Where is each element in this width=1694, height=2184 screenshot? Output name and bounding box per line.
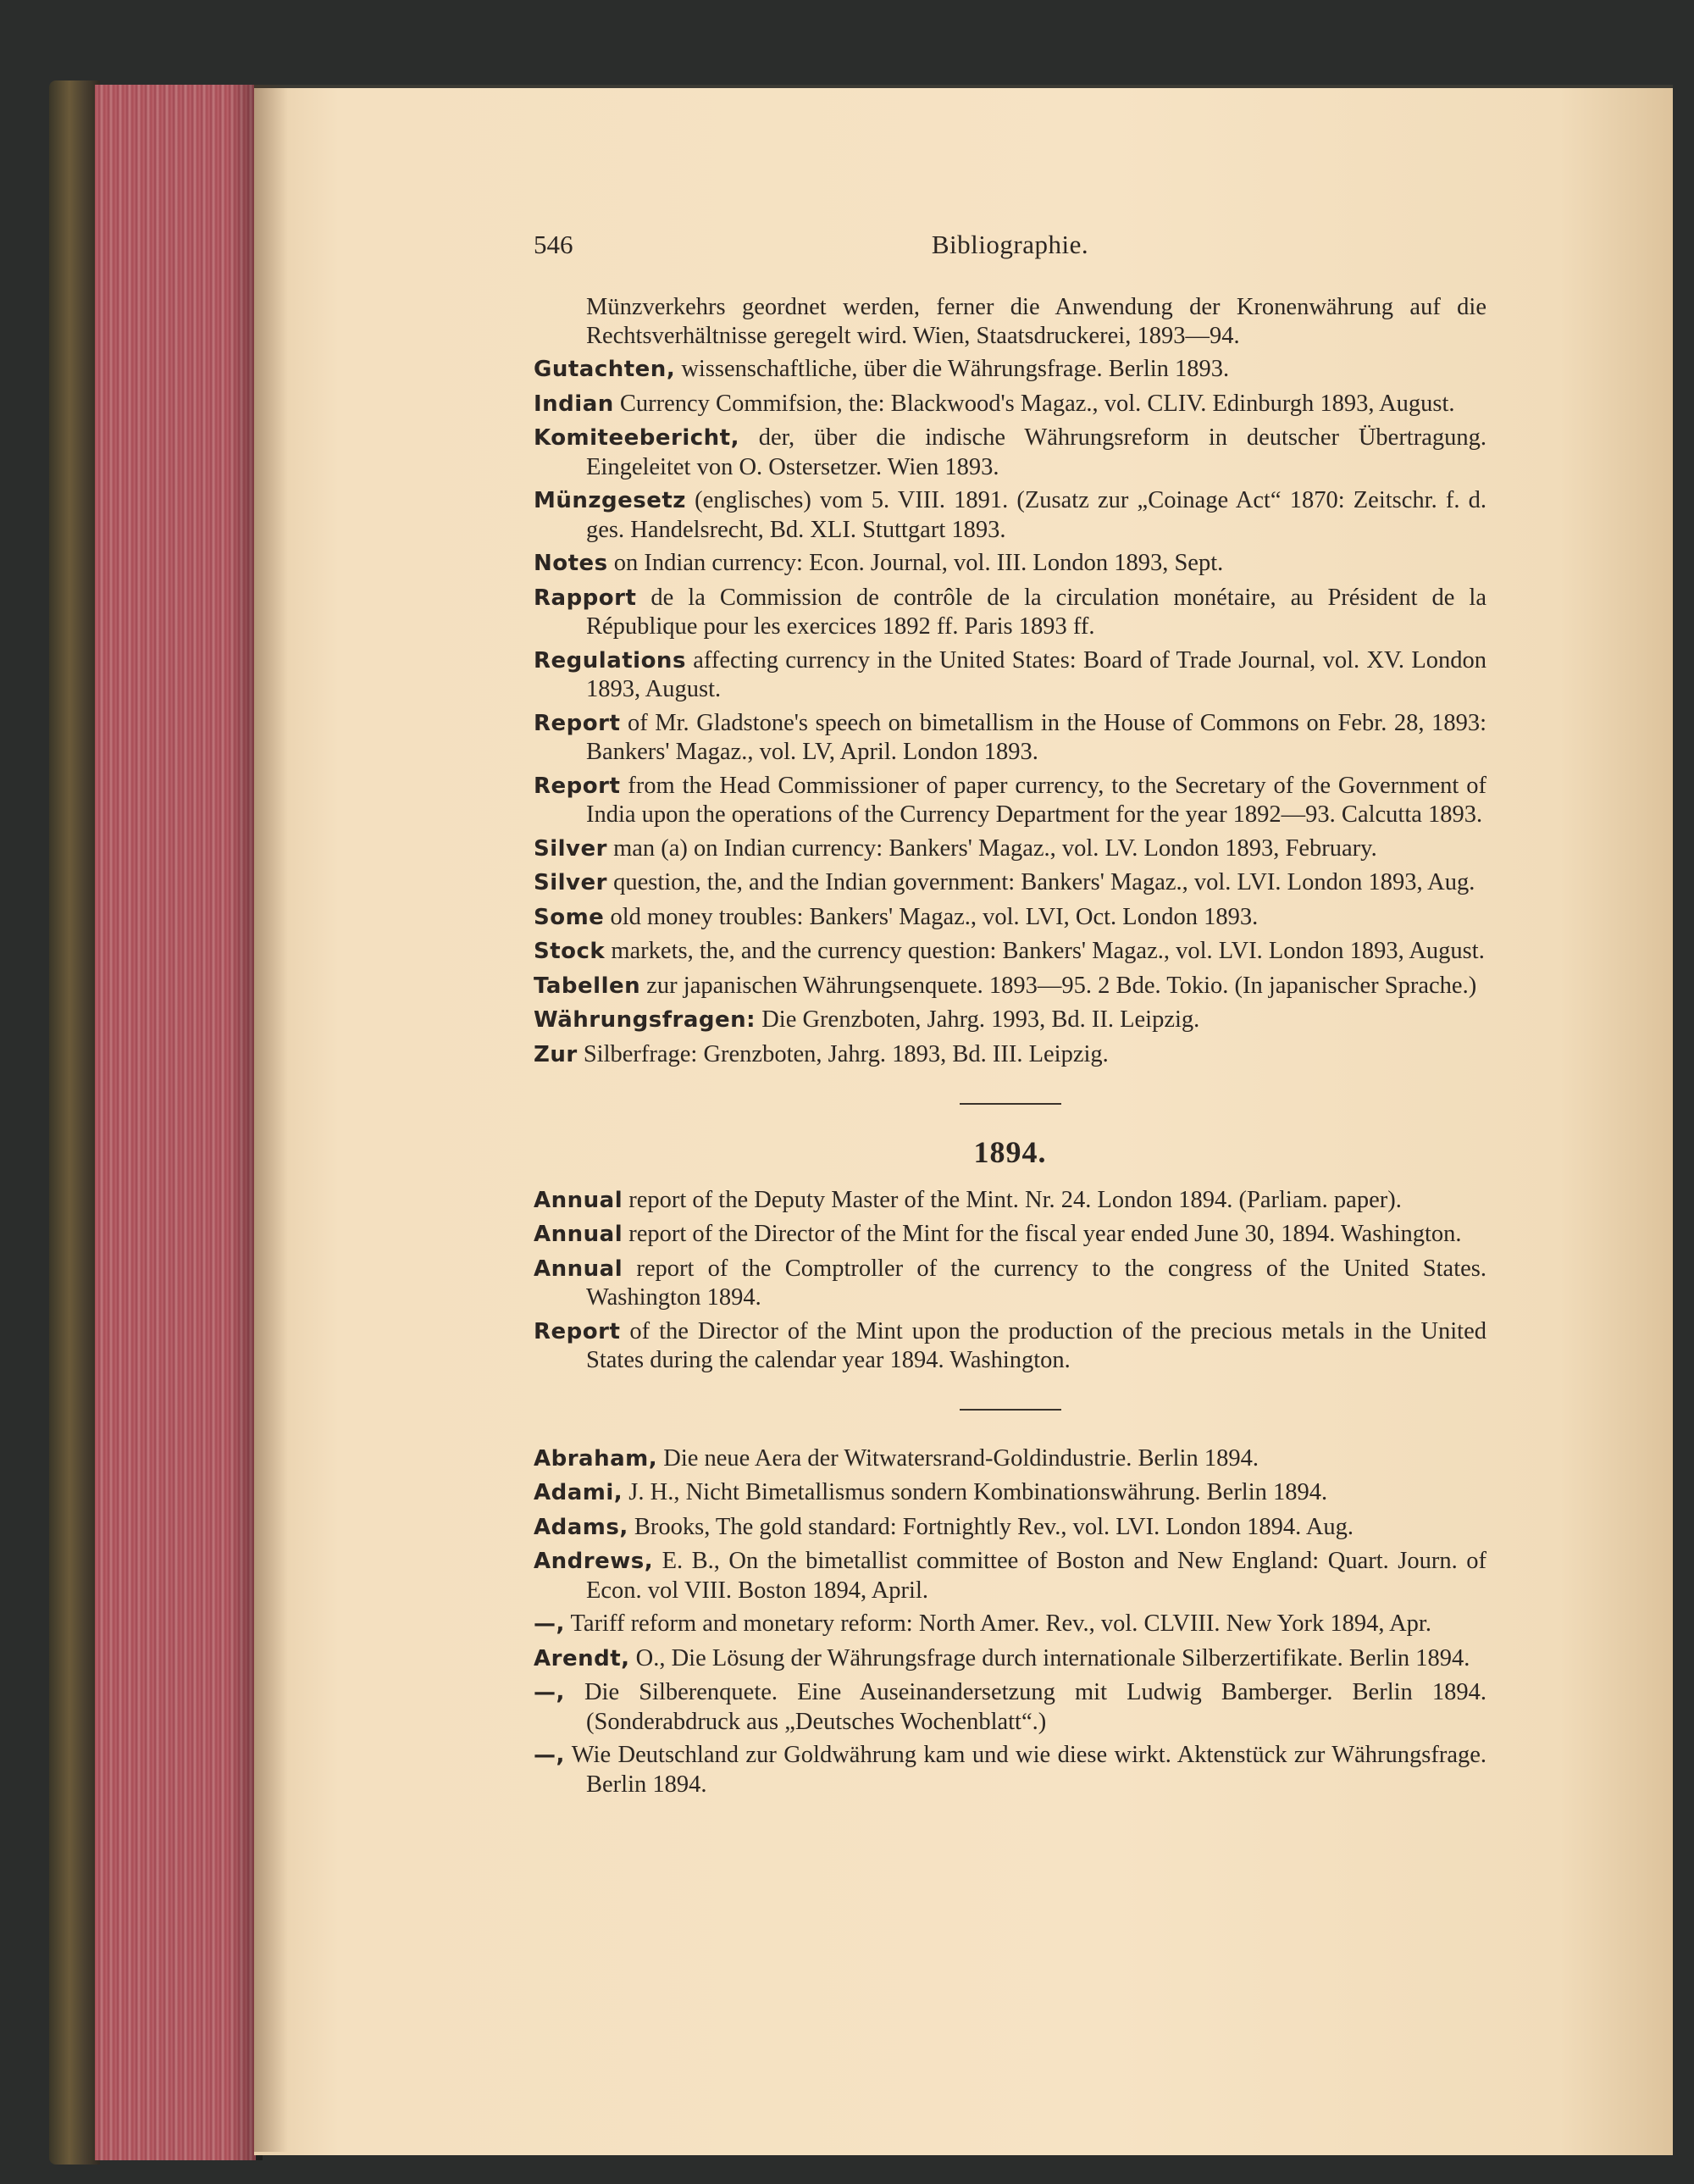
- book-binding: [49, 80, 100, 2165]
- entry-keyword: Stock: [534, 939, 606, 964]
- entry-text: affecting currency in the United States: Board of Trade Journal, vol. XV. London 1893, August.: [586, 646, 1486, 702]
- entry-keyword: Tabellen: [534, 973, 641, 999]
- entry-keyword: —,: [534, 1743, 565, 1768]
- year-heading: 1894.: [973, 1135, 1047, 1169]
- entry-text: der, über die indische Währungsreform in deutscher Übertragung. Eingeleitet von O. Ostersetzer. Wien 1893.: [586, 424, 1486, 480]
- entry-text: J. H., Nicht Bimetallismus sondern Kombinationswährung. Berlin 1894.: [623, 1479, 1328, 1505]
- entry-keyword: Komiteebericht,: [534, 425, 739, 451]
- entry-keyword: Silver: [534, 870, 607, 895]
- entry-keyword: Arendt,: [534, 1645, 630, 1671]
- entry-keyword: Adami,: [534, 1480, 623, 1505]
- entry-text: report of the Director of the Mint for the fiscal year ended June 30, 1894. Washington.: [623, 1221, 1462, 1247]
- entry-keyword: Indian: [534, 391, 614, 417]
- section-divider: [960, 1409, 1061, 1411]
- bibliography-entry: [534, 972, 1486, 1001]
- entry-text: of the Director of the Mint upon the production of the precious metals in the United States during the calendar year 1894. Washington.: [586, 1317, 1486, 1373]
- bibliography-list-1894-authors: [534, 1444, 1486, 1799]
- entry-keyword: Annual: [534, 1222, 623, 1247]
- entry-text: markets, the, and the currency question: Bankers' Magaz., vol. LVI. London 1893, August.: [605, 938, 1485, 964]
- entry-text: Currency Commifsion, the: Blackwood's Magaz., vol. CLIV. Edinburgh 1893, August.: [613, 390, 1455, 417]
- bibliography-entry: [534, 709, 1486, 767]
- bibliography-entry: [534, 1741, 1486, 1799]
- entry-text: of Mr. Gladstone's speech on bimetallism in the House of Commons on Febr. 28, 1893: Bankers' Magaz., vol. LV, April. London 1893.: [586, 709, 1486, 765]
- bibliography-entry: [534, 1610, 1486, 1639]
- entry-keyword: Rapport: [534, 585, 637, 611]
- bibliography-entry: [534, 486, 1486, 544]
- entry-text: Die Grenzboten, Jahrg. 1993, Bd. II. Leipzig.: [756, 1006, 1200, 1033]
- entry-text: report of the Deputy Master of the Mint. Nr. 24. London 1894. (Parliam. paper).: [623, 1186, 1402, 1213]
- entry-text: O., Die Lösung der Währungsfrage durch internationale Silberzertifikate. Berlin 1894.: [629, 1644, 1470, 1671]
- entry-text: old money troubles: Bankers' Magaz., vol. LVI, Oct. London 1893.: [604, 903, 1259, 930]
- page-content: [534, 230, 1486, 1804]
- entry-text: Silberfrage: Grenzboten, Jahrg. 1893, Bd. III. Leipzig.: [577, 1040, 1109, 1067]
- entry-text: de la Commission de contrôle de la circulation monétaire, au Président de la République pour les exercices 1892 ff. Paris 1893 ff.: [586, 584, 1486, 640]
- entry-keyword: Andrews,: [534, 1549, 654, 1574]
- entry-text: wissenschaftliche, über die Währungsfrage. Berlin 1893.: [675, 356, 1230, 382]
- entry-text: Münzverkehrs geordnet werden, ferner die Anwendung der Kronenwährung auf die Rechtsverhältnisse geregelt wird. Wien, Staatsdruckerei, 1893—94.: [586, 294, 1486, 349]
- bibliography-entry: [534, 1678, 1486, 1736]
- entry-text: E. B., On the bimetallist committee of Boston and New England: Quart. Journ. of Econ. vol VIII. Boston 1894, April.: [586, 1548, 1486, 1604]
- bibliography-entry: [534, 646, 1486, 704]
- bibliography-entry: [534, 772, 1486, 829]
- bibliography-list-1894-official: [534, 1186, 1486, 1375]
- bibliography-entry: [534, 549, 1486, 579]
- bibliography-entry: [534, 1547, 1486, 1605]
- entry-keyword: Zur: [534, 1041, 578, 1067]
- entry-keyword: Report: [534, 773, 621, 799]
- bibliography-entry: [534, 834, 1486, 864]
- entry-keyword: Gutachten,: [534, 357, 676, 382]
- gutter-shadow: [254, 85, 288, 2152]
- bibliography-entry: [534, 903, 1486, 933]
- entry-text: Die neue Aera der Witwatersrand-Goldindustrie. Berlin 1894.: [657, 1444, 1259, 1472]
- bibliography-entry: [534, 584, 1486, 641]
- bibliography-list-1893: [534, 293, 1486, 1069]
- entry-keyword: Adams,: [534, 1514, 628, 1540]
- bibliography-entry: [534, 1478, 1486, 1508]
- bibliography-entry: [534, 1040, 1486, 1070]
- entry-keyword: Währungsfragen:: [534, 1007, 756, 1033]
- entry-keyword: —,: [534, 1611, 565, 1637]
- entry-keyword: —,: [534, 1680, 565, 1705]
- entry-text: report of the Comptroller of the currency to the congress of the United States. Washington 1894.: [586, 1255, 1486, 1311]
- bibliography-entry: [534, 1644, 1486, 1674]
- bibliography-entry: [534, 424, 1486, 481]
- bibliography-entry: [534, 355, 1486, 385]
- entry-keyword: Report: [534, 710, 621, 736]
- bibliography-entry: [534, 293, 1486, 350]
- entry-text: Wie Deutschland zur Goldwährung kam und wie diese wirkt. Aktenstück zur Währungsfrage. Berlin 1894.: [564, 1742, 1486, 1798]
- bibliography-entry: [534, 1220, 1486, 1250]
- page-number: 546: [534, 230, 573, 259]
- bibliography-entry: [534, 1317, 1486, 1375]
- bibliography-entry: [534, 1255, 1486, 1312]
- entry-keyword: Annual: [534, 1256, 623, 1282]
- bibliography-entry: [534, 1444, 1486, 1474]
- entry-text: from the Head Commissioner of paper currency, to the Secretary of the Government of India upon the operations of the Currency Department for the year 1892—93. Calcutta 1893.: [586, 772, 1486, 828]
- bibliography-entry: [534, 1006, 1486, 1035]
- entry-keyword: Münzgesetz: [534, 488, 686, 513]
- bibliography-entry: [534, 1513, 1486, 1543]
- entry-text: zur japanischen Währungsenquete. 1893—95. 2 Bde. Tokio. (In japanischer Sprache.): [640, 972, 1477, 999]
- bibliography-entry: [534, 868, 1486, 898]
- entry-text: (englisches) vom 5. VIII. 1891. (Zusatz zur „Coinage Act“ 1870: Zeitschr. f. d. ges. Handelsrecht, Bd. XLI. Stuttgart 1893.: [586, 487, 1486, 543]
- entry-keyword: Report: [534, 1318, 621, 1344]
- bibliography-entry: [534, 1186, 1486, 1216]
- entry-text: Brooks, The gold standard: Fortnightly Rev., vol. LVI. London 1894. Aug.: [628, 1513, 1354, 1540]
- entry-keyword: Notes: [534, 551, 608, 576]
- entry-text: Tariff reform and monetary reform: North Amer. Rev., vol. CLVIII. New York 1894, Apr.: [564, 1610, 1431, 1637]
- entry-text: man (a) on Indian currency: Bankers' Magaz., vol. LV. London 1893, February.: [606, 834, 1377, 862]
- entry-keyword: Abraham,: [534, 1445, 658, 1472]
- entry-keyword: Annual: [534, 1187, 623, 1213]
- bibliography-entry: [534, 390, 1486, 419]
- bibliography-entry: [534, 937, 1486, 967]
- entry-keyword: Silver: [534, 835, 607, 862]
- section-divider: [960, 1103, 1061, 1105]
- entry-text: question, the, and the Indian government: Bankers' Magaz., vol. LVI. London 1893, Aug.: [606, 869, 1475, 895]
- entry-keyword: Some: [534, 904, 605, 930]
- section-title: Bibliographie.: [931, 230, 1089, 259]
- entry-keyword: Regulations: [534, 647, 686, 673]
- entry-text: on Indian currency: Econ. Journal, vol. III. London 1893, Sept.: [607, 550, 1224, 576]
- running-head: [534, 230, 1486, 273]
- entry-text: Die Silberenquete. Eine Auseinandersetzung mit Ludwig Bamberger. Berlin 1894. (Sonderabdruck aus „Deutsches Wochenblatt“.): [564, 1679, 1486, 1735]
